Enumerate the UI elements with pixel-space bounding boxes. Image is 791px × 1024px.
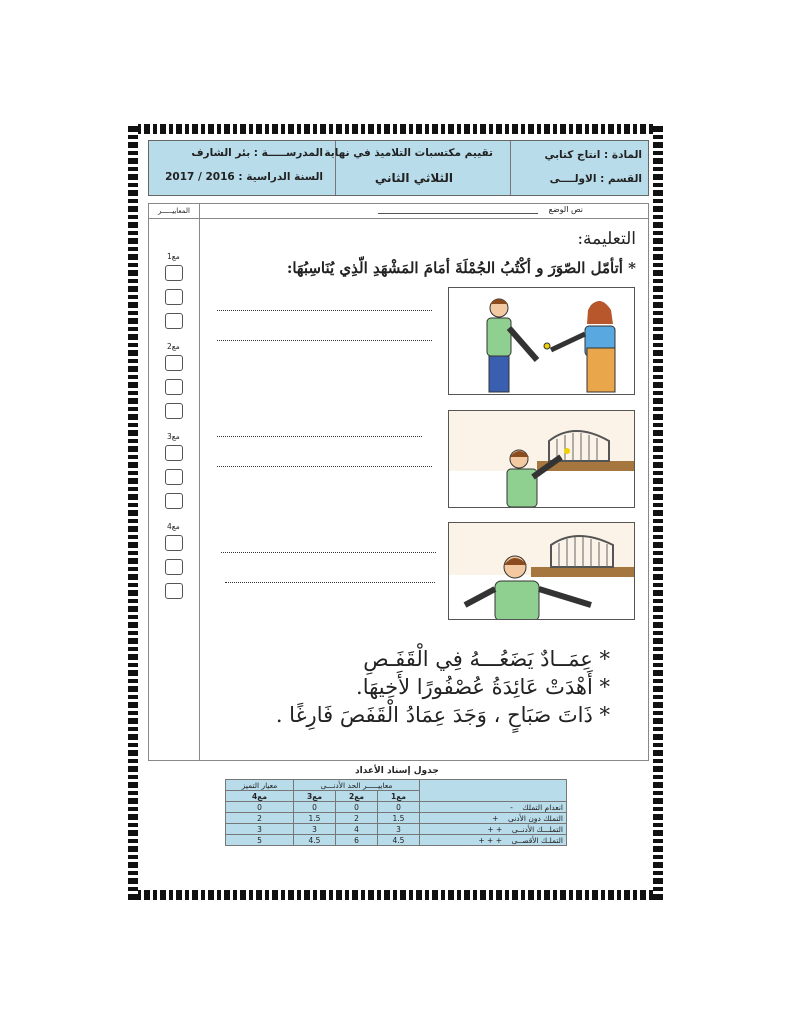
table-row (226, 835, 567, 846)
cell: 5 (226, 835, 294, 846)
col-header: مع2 (336, 791, 378, 802)
cell: 2 (226, 813, 294, 824)
sentence-2: * أَهْدَتْ عَائِدَةُ عُصْفُورًا لأَخِيهَا. (356, 675, 610, 699)
criterion-box[interactable] (165, 559, 183, 575)
criterion-box[interactable] (165, 265, 183, 281)
scene-1-picture (448, 287, 635, 395)
scene-1-illustration (449, 288, 635, 395)
cell: 3 (378, 824, 420, 835)
answer-line[interactable] (217, 340, 432, 341)
instruction-text: * أتأمّل الصّوَرَ و أكْتُبُ الجُمْلَةَ أمَامَ المَشْهَدِ الّذِي يُنَاسِبُهَا: (286, 259, 636, 277)
group-excellence-header: معيار التميز (226, 780, 294, 791)
cell: 0 (336, 802, 378, 813)
cell: 2 (336, 813, 378, 824)
row-label: التملك دون الأدنى (507, 813, 563, 823)
criterion-box[interactable] (165, 535, 183, 551)
criterion-box[interactable] (165, 379, 183, 395)
situation-text: نص الوضع (548, 205, 583, 214)
row-mark: + + (487, 824, 503, 834)
criterion-box[interactable] (165, 355, 183, 371)
table-row (226, 813, 567, 824)
left-border (128, 124, 138, 900)
col-header: مع1 (378, 791, 420, 802)
criterion-box[interactable] (165, 469, 183, 485)
answer-line[interactable] (221, 552, 436, 553)
scene-2-illustration (449, 411, 635, 508)
col-header: مع4 (226, 791, 294, 802)
cell: 3 (226, 824, 294, 835)
eval-title: تقييم مكتسبات التلاميذ في نهاية (324, 147, 493, 159)
cell: 1.5 (378, 813, 420, 824)
exam-body (148, 203, 649, 761)
year-label: السنة الدراسية : 2016 / 2017 (165, 171, 323, 183)
criteria-header: المعاييـــــر (149, 204, 199, 219)
row-label: انعدام التملك (522, 802, 563, 812)
cell: 0 (378, 802, 420, 813)
subject-label: المادة : انتاج كتابي (544, 149, 642, 161)
group-min-header: معاييـــــر الحد الأدنـــى (293, 780, 419, 791)
criterion-box[interactable] (165, 445, 183, 461)
answer-line[interactable] (217, 466, 432, 467)
criterion-box[interactable] (165, 493, 183, 509)
grading-table-title: جدول إسناد الأعداد (355, 766, 439, 776)
scene-2-picture (448, 410, 635, 508)
answer-line[interactable] (225, 582, 435, 583)
criterion-box[interactable] (165, 583, 183, 599)
cell: 3 (293, 824, 335, 835)
criterion-box[interactable] (165, 403, 183, 419)
sentence-3: * ذَاتَ صَبَاحٍ ، وَجَدَ عِمَادُ الْقَفَصَ فَارِغًا . (275, 703, 610, 727)
sentence-1: * عِمَــادٌ يَضَعُـــهُ فِي الْقَفَـصِ (363, 647, 610, 671)
row-mark: + + + (478, 835, 502, 845)
row-label: التملـــك الأدنــى (511, 824, 563, 834)
criterion-1-label: مع1 (167, 252, 180, 261)
answer-line[interactable] (217, 436, 422, 437)
exam-header (148, 140, 649, 196)
criterion-3-label: مع3 (167, 432, 180, 441)
scene-3-illustration (449, 523, 635, 620)
criterion-box[interactable] (165, 313, 183, 329)
table-row (226, 824, 567, 835)
cell: 4.5 (378, 835, 420, 846)
criterion-4-label: مع4 (167, 522, 180, 531)
top-border (128, 124, 663, 134)
cell: 0 (226, 802, 294, 813)
scene-3-picture (448, 522, 635, 620)
cell: 4 (336, 824, 378, 835)
situation-bar (199, 204, 648, 219)
criterion-box[interactable] (165, 289, 183, 305)
cell: 6 (336, 835, 378, 846)
right-border (653, 124, 663, 900)
answer-line[interactable] (217, 310, 432, 311)
school-label: المدرســـــة : بئر الشارف (191, 147, 323, 159)
table-row (226, 802, 567, 813)
cell: 1.5 (293, 813, 335, 824)
section-label: القسم : الاولــــى (549, 173, 642, 185)
cell: 0 (293, 802, 335, 813)
row-mark: - (510, 802, 513, 812)
instruction-title: التعليمة: (577, 229, 636, 249)
row-label: التملـك الأقصــى (511, 835, 563, 845)
col-header: مع3 (293, 791, 335, 802)
grading-table (225, 779, 567, 846)
row-mark: + (492, 813, 499, 823)
cell: 4.5 (293, 835, 335, 846)
term-label: الثلاثي الثاني (374, 171, 453, 185)
criterion-2-label: مع2 (167, 342, 180, 351)
bottom-border (128, 890, 663, 900)
